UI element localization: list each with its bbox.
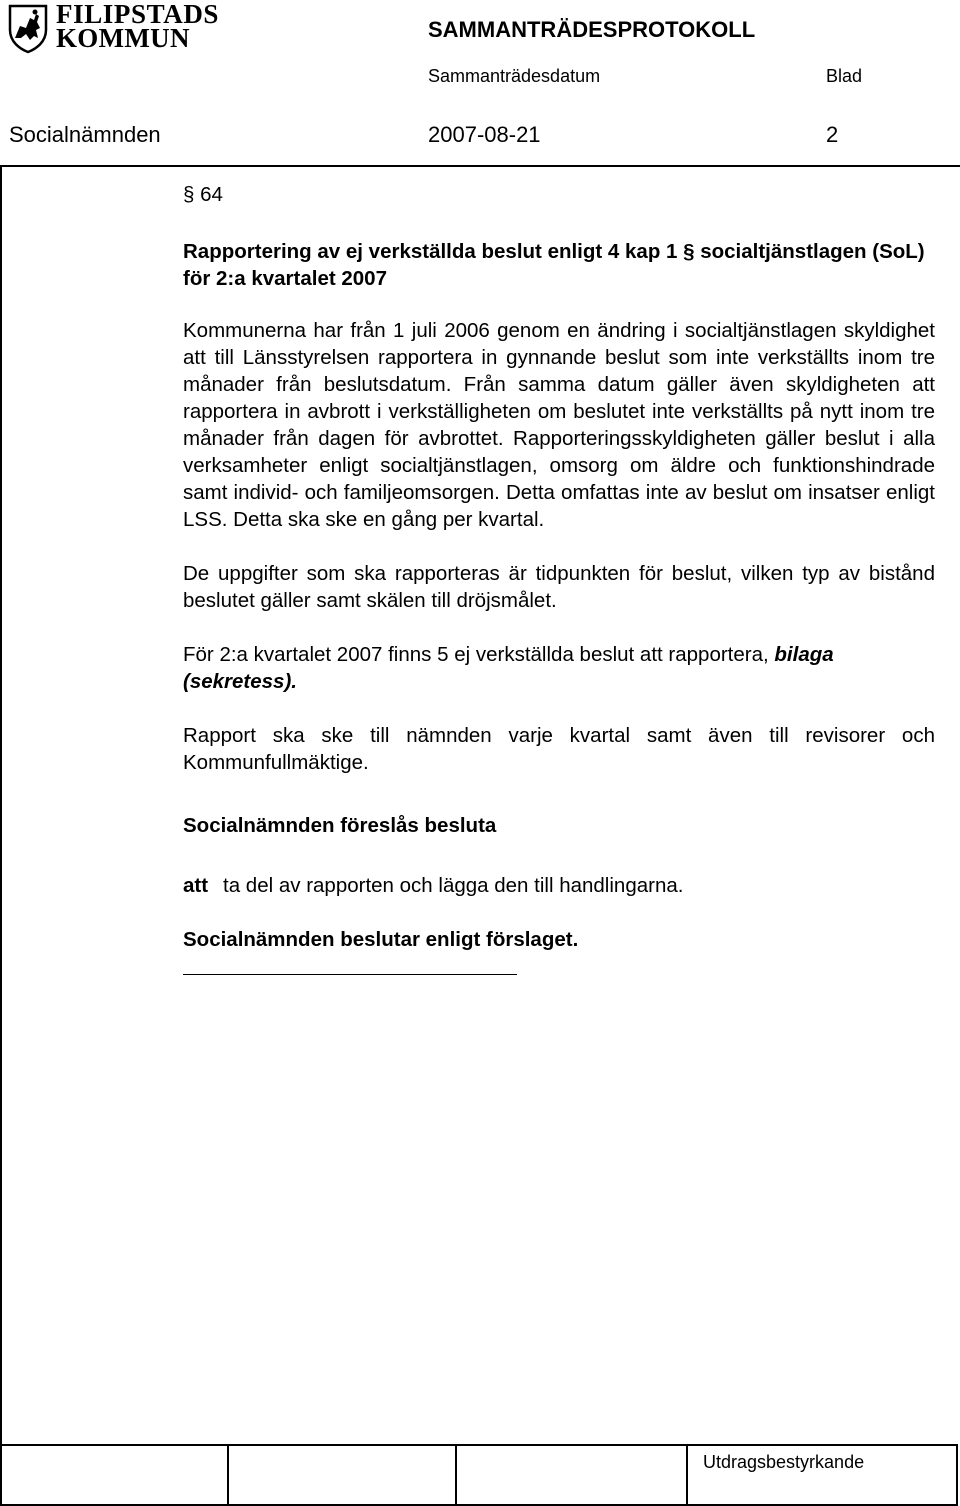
footer-cell-divider (686, 1446, 688, 1504)
committee-name: Socialnämnden (9, 122, 161, 147)
meeting-date: 2007-08-21 (428, 122, 541, 147)
proposal-heading: Socialnämnden föreslås besluta (183, 814, 497, 837)
logo-line-2: KOMMUN (56, 23, 190, 53)
end-line (183, 974, 517, 975)
document-title: SAMMANTRÄDESPROTOKOLL (428, 17, 756, 42)
page-number: 2 (826, 122, 839, 147)
paragraph-reporting-schedule: Rapport ska ske till nämnden varje kvartal samt även till revisorer och Kommunfullmäktige. (183, 724, 935, 774)
paragraph-quarter-count (183, 641, 935, 695)
minutes-body (183, 177, 935, 953)
header-divider (0, 165, 960, 167)
section-number: § 64 (183, 183, 223, 206)
attachment-reference: bilaga (sekretess). (183, 643, 834, 693)
paragraph-report-details: De uppgifter som ska rapporteras är tidpunkten för beslut, vilken typ av bistånd beslutet gäller samt skälen till dröjsmålet. (183, 562, 935, 612)
proposal-clause (183, 872, 935, 899)
logo-wordmark (56, 0, 220, 53)
meeting-date-label: Sammanträdesdatum (428, 66, 601, 86)
certification-label: Utdragsbestyrkande (703, 1452, 865, 1472)
footer-cell-divider (455, 1446, 457, 1504)
quarter-count-text: För 2:a kvartalet 2007 finns 5 ej verkställda beslut att rapportera, (183, 643, 775, 666)
page-label: Blad (826, 66, 863, 86)
footer-cell-divider (0, 1446, 2, 1504)
left-margin-rule (0, 165, 2, 1444)
decision-statement: Socialnämnden beslutar enligt förslaget. (183, 928, 579, 951)
footer-cell-divider (956, 1446, 958, 1504)
footer-cell-divider (227, 1446, 229, 1504)
paragraph-background: Kommunerna har från 1 juli 2006 genom en ändring i socialtjänstlagen skyldighet att till Länsstyrelsen rapportera in gynnande beslut som inte verkställts inom tre månader från beslutsdatum. Från samma datum gäller även skyldigheten att rapportera in avbrott i verkställigheten om beslutet inte verkställts på nytt inom tre månader från dagen för avbrottet. Rapporteringsskyldigheten gäller beslut i alla verksamheter enligt socialtjänstlagen, omsorg om äldre och funktionshindrade samt individ- och familjeomsorgen. Detta omfattas inte av beslut om insatser enligt LSS. Detta ska ske en gång per kvartal. (183, 319, 935, 531)
att-text: ta del av rapporten och lägga den till handlingarna. (223, 874, 684, 897)
item-title: Rapportering av ej verkställda beslut enligt 4 kap 1 § socialtjänstlagen (SoL) för 2:a kvartalet 2007 (183, 240, 925, 290)
coat-of-arms-icon (6, 2, 50, 54)
logo-line-1: FILIPSTADS (56, 0, 220, 29)
att-label: att (183, 874, 209, 897)
municipality-logo (6, 0, 220, 54)
